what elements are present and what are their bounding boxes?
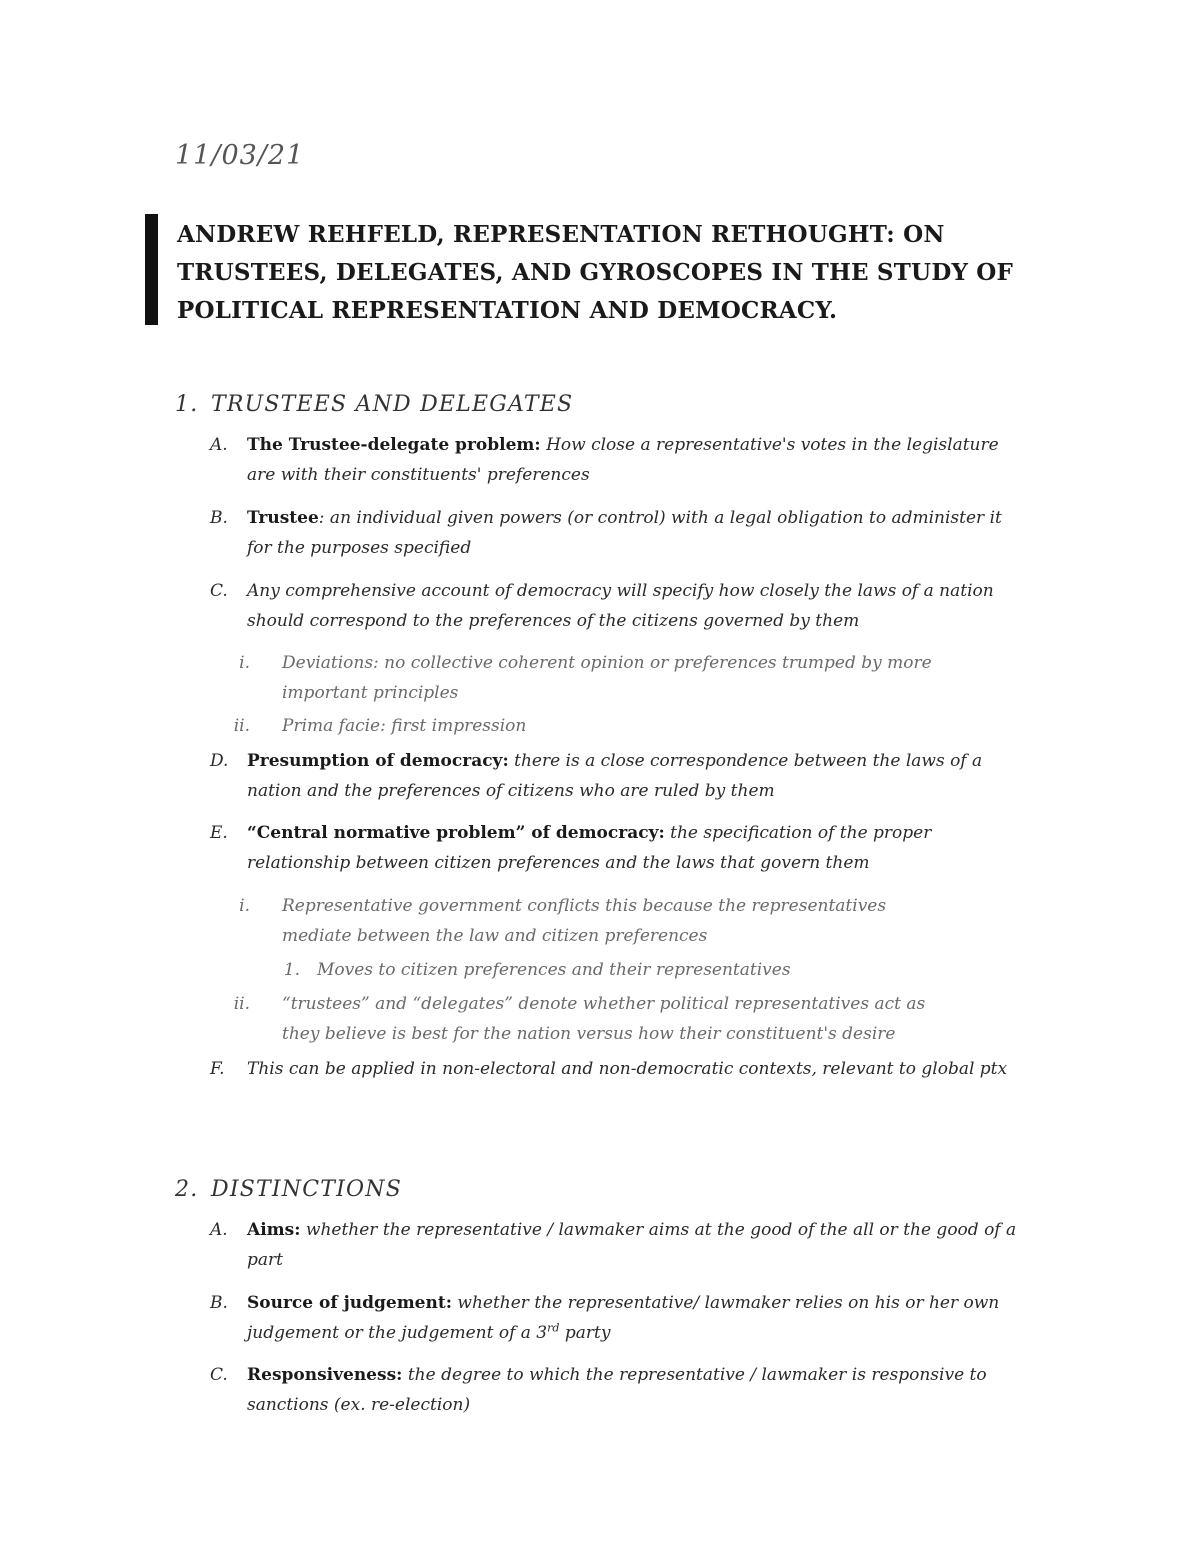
- item-term: Trustee: [247, 508, 319, 528]
- item-definition: : an individual given powers (or control) with a legal obligation to administer it for the purposes specified: [247, 508, 1002, 558]
- list-item-1b: [210, 503, 1030, 563]
- item-term: The Trustee-delegate problem:: [247, 435, 541, 455]
- item-term: Responsiveness:: [247, 1365, 403, 1385]
- item-marker: A.: [210, 435, 228, 455]
- item-definition: whether the representative/ lawmaker relies on his or her own judgement or the judgement of a 3: [247, 1293, 1000, 1343]
- item-definition-tail: party: [559, 1323, 611, 1343]
- list-item-1e: [210, 818, 1030, 878]
- section-title: TRUSTEES AND DELEGATES: [211, 392, 574, 417]
- section-heading-1: [175, 392, 573, 417]
- list-item-1f: [210, 1054, 1030, 1084]
- item-definition: the degree to which the representative / lawmaker is responsive to sanctions (ex. re-election): [247, 1365, 987, 1415]
- item-marker: F.: [210, 1059, 225, 1079]
- item-marker: C.: [210, 1365, 228, 1385]
- sub-item-1e-ii: [210, 989, 950, 1049]
- sub-item-1c-ii: [210, 711, 950, 741]
- item-marker: C.: [210, 581, 228, 601]
- item-definition: whether the representative / lawmaker aims at the good of the all or the good of a part: [247, 1220, 1017, 1270]
- item-text: [247, 503, 1030, 563]
- item-term: Aims:: [247, 1220, 301, 1240]
- item-marker: i.: [239, 653, 250, 673]
- item-marker: ii.: [233, 716, 250, 736]
- item-definition: the specification of the proper relationship between citizen preferences and the laws that govern them: [247, 823, 932, 873]
- sub-sub-item-1e-i-1: [282, 955, 982, 985]
- item-marker: B.: [210, 1293, 228, 1313]
- item-marker: A.: [210, 1220, 228, 1240]
- item-term: “Central normative problem” of democracy:: [247, 823, 665, 843]
- item-term: Presumption of democracy:: [247, 751, 509, 771]
- item-text: [247, 818, 1030, 878]
- section-title: DISTINCTIONS: [211, 1177, 402, 1202]
- list-item-2b: [210, 1288, 1030, 1348]
- item-text: Any comprehensive account of democracy will specify how closely the laws of a nation should correspond to the preferences of the citizens governed by them: [247, 581, 994, 631]
- sub-item-1e-i: [210, 891, 950, 951]
- item-text: This can be applied in non-electoral and non-democratic contexts, relevant to global ptx: [247, 1059, 1008, 1079]
- superscript: rd: [547, 1321, 560, 1335]
- document-title: ANDREW REHFELD, REPRESENTATION RETHOUGHT: ON TRUSTEES, DELEGATES, AND GYROSCOPES IN THE STUDY OF POLITICAL REPRESENTATION AND DEMOCRACY.: [177, 221, 1014, 324]
- section-number: 2.: [175, 1177, 199, 1202]
- section-heading-2: [175, 1177, 402, 1202]
- item-text: [247, 746, 1030, 806]
- item-marker: D.: [210, 751, 229, 771]
- item-text: [247, 430, 1030, 490]
- item-marker: E.: [210, 823, 228, 843]
- list-item-1a: [210, 430, 1030, 490]
- document-date: 11/03/21: [175, 140, 305, 171]
- list-item-2c: [210, 1360, 1030, 1420]
- item-term: Source of judgement:: [247, 1293, 452, 1313]
- item-text: Representative government conflicts this because the representatives mediate between the law and citizen preferences: [282, 896, 887, 946]
- item-marker: ii.: [233, 994, 250, 1014]
- section-number: 1.: [175, 392, 199, 417]
- item-text: Moves to citizen preferences and their representatives: [317, 960, 791, 980]
- list-item-1d: [210, 746, 1030, 806]
- item-text: “trustees” and “delegates” denote whether political representatives act as they believe is best for the nation versus how their constituent's desire: [282, 994, 926, 1044]
- item-marker: 1.: [283, 960, 300, 980]
- item-text: [247, 1360, 1030, 1420]
- sub-item-1c-i: [210, 648, 950, 708]
- list-item-1c: [210, 576, 1030, 636]
- item-text: Deviations: no collective coherent opinion or preferences trumped by more important principles: [282, 653, 932, 703]
- item-marker: B.: [210, 508, 228, 528]
- item-text: Prima facie: first impression: [282, 716, 527, 736]
- list-item-2a: [210, 1215, 1030, 1275]
- item-definition: there is a close correspondence between the laws of a nation and the preferences of citizens who are ruled by them: [247, 751, 983, 801]
- item-marker: i.: [239, 896, 250, 916]
- title-accent-bar: [145, 214, 158, 325]
- item-text: [247, 1215, 1030, 1275]
- item-text: [247, 1288, 1030, 1348]
- item-definition: How close a representative's votes in the legislature are with their constituents' preferences: [247, 435, 999, 485]
